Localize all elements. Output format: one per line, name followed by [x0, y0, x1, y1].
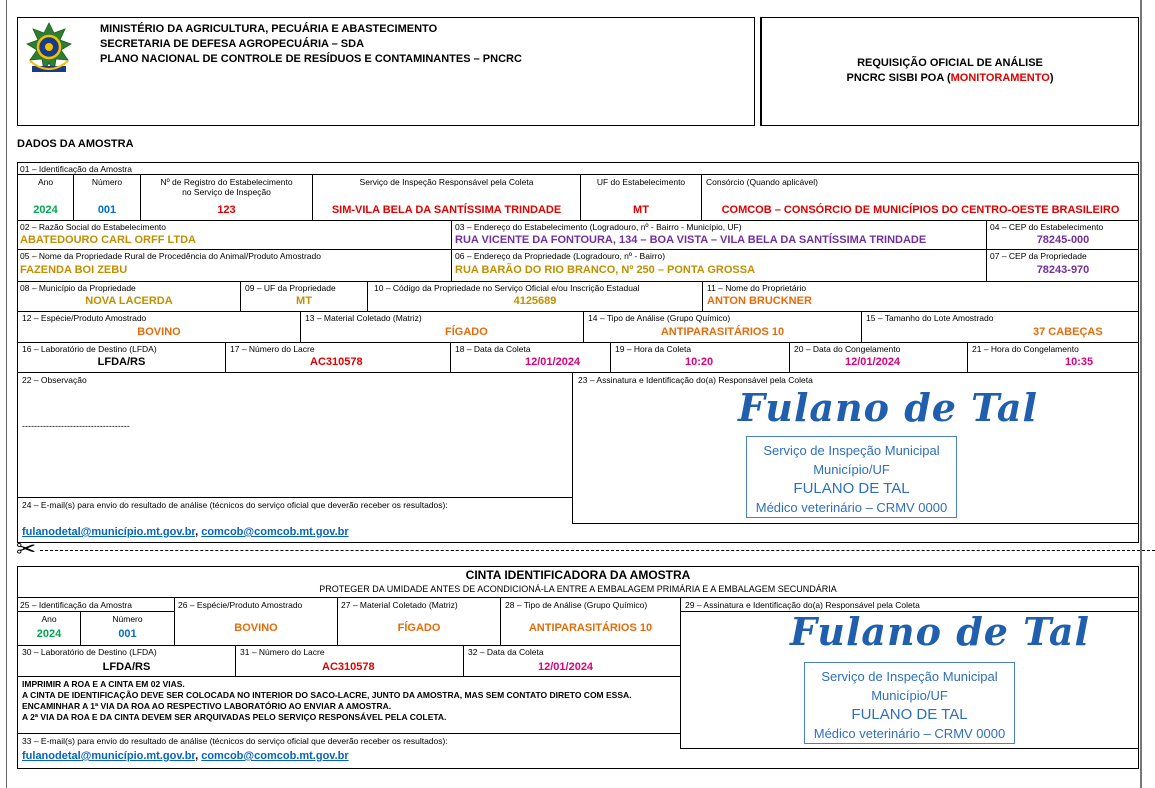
f32-label: 32 – Data da Coleta [468, 647, 544, 657]
f33-email1-link[interactable]: fulanodetal@município.mt.gov.br [22, 750, 196, 762]
f02-value[interactable]: ABATEDOURO CARL ORFF LTDA [20, 234, 196, 246]
f24-label: 24 – E-mail(s) para envio do resultado de análise (técnicos do serviço oficial que deverão receber os resultados): [22, 500, 448, 510]
f06-value[interactable]: RUA BARÃO DO RIO BRANCO, Nº 250 – PONTA GROSSA [455, 264, 756, 276]
section-title: DADOS DA AMOSTRA [17, 138, 134, 150]
f25-label: 25 – Identificação da Amostra [20, 600, 132, 610]
f09-label: 09 – UF da Propriedade [245, 283, 336, 293]
cinta-title: CINTA IDENTIFICADORA DA AMOSTRA [465, 568, 691, 582]
f32-value[interactable]: 12/01/2024 [538, 661, 594, 673]
f01-uf-label: UF do Estabelecimento [596, 177, 686, 187]
f20-value[interactable]: 12/01/2024 [845, 356, 901, 368]
scissors-icon: ✂ [16, 535, 37, 563]
f01-uf[interactable]: MT [633, 204, 649, 216]
f24-emails: fulanodetal@município.mt.gov.br, comcob@comcob.mt.gov.br [22, 526, 349, 538]
f20-label: 20 – Data do Congelamento [794, 344, 901, 354]
f01-ano-label: Ano [37, 177, 54, 187]
f19-value[interactable]: 10:20 [685, 356, 714, 368]
cinta-notes: IMPRIMIR A ROA E A CINTA EM 02 VIAS. A CINTA DE IDENTIFICAÇÃO DEVE SER COLOCADA NO INTERIOR DO SACO-LACRE, JUNTO DA AMOSTRA, MAS SEM CONTATO DIRETO COM ESSA. ENCAMINHAR A 1ª VIA DA ROA AO RESPECTIVO LABORATÓRIO AO ENVIAR A AMOSTRA. A 2ª VIA DA ROA E DA CINTA DEVEM SER ARQUIVADAS PELO SERVIÇO RESPONSÁVEL PELA COLETA. [22, 679, 632, 722]
f01-ano[interactable]: 2024 [33, 204, 58, 216]
f33-label: 33 – E-mail(s) para envio do resultado de análise (técnicos do serviço oficial que deverão receber os resultados): [22, 736, 448, 746]
title-line2: PNCRC SISBI POA (MONITORAMENTO) [846, 72, 1054, 84]
f28-label: 28 – Tipo de Análise (Grupo Químico) [505, 600, 648, 610]
f30-value[interactable]: LFDA/RS [102, 661, 151, 673]
f01-label: 01 – Identificação da Amostra [20, 164, 132, 174]
f17-label: 17 – Número do Lacre [230, 344, 315, 354]
f01-servico[interactable]: SIM-VILA BELA DA SANTÍSSIMA TRINDADE [331, 204, 562, 216]
f08-label: 08 – Município da Propriedade [20, 283, 136, 293]
f10-value[interactable]: 4125689 [513, 295, 557, 307]
f12-label: 12 – Espécie/Produto Amostrado [22, 313, 147, 323]
f33-emails: fulanodetal@município.mt.gov.br, comcob@comcob.mt.gov.br [22, 750, 349, 762]
f25-ano-label: Ano [41, 614, 57, 624]
f03-label: 03 – Endereço do Estabelecimento (Logradouro, nº - Bairro - Município, UF) [455, 222, 742, 232]
f26-value[interactable]: BOVINO [234, 622, 278, 634]
f21-label: 21 – Hora do Congelamento [972, 344, 1079, 354]
title-line1: REQUISIÇÃO OFICIAL DE ANÁLISE [857, 57, 1043, 69]
f05-value[interactable]: FAZENDA BOI ZEBU [20, 264, 128, 276]
f22-label: 22 – Observação [22, 375, 87, 385]
f15-value[interactable]: 37 CABEÇAS [1033, 326, 1103, 338]
cinta-subtitle: PROTEGER DA UMIDADE ANTES DE ACONDICIONÁ-LA ENTRE A EMBALAGEM PRIMÁRIA E A EMBALAGEM SECUNDÁRIA [319, 584, 837, 594]
page-left-border [6, 0, 7, 788]
f16-label: 16 – Laboratório de Destino (LFDA) [22, 344, 157, 354]
f31-value[interactable]: AC310578 [322, 661, 375, 673]
signature-1: Fulano de Tal [738, 385, 1038, 430]
f27-label: 27 – Material Coletado (Matriz) [341, 600, 458, 610]
f13-label: 13 – Material Coletado (Matriz) [305, 313, 422, 323]
f15-label: 15 – Tamanho do Lote Amostrado [866, 313, 994, 323]
f31-label: 31 – Número do Lacre [240, 647, 325, 657]
header-line2: SECRETARIA DE DEFESA AGROPECUÁRIA – SDA [100, 38, 365, 50]
f01-registro[interactable]: 123 [217, 204, 236, 216]
f18-value[interactable]: 12/01/2024 [525, 356, 581, 368]
f04-value[interactable]: 78245-000 [1036, 234, 1090, 246]
f24-email2-link[interactable]: comcob@comcob.mt.gov.br [201, 526, 349, 538]
f25-ano[interactable]: 2024 [36, 628, 62, 640]
header-institution [100, 22, 522, 67]
header-line3: PLANO NACIONAL DE CONTROLE DE RESÍDUOS E CONTAMINANTES – PNCRC [100, 53, 522, 65]
f01-consorcio[interactable]: COMCOB – CONSÓRCIO DE MUNICÍPIOS DO CENTRO-OESTE BRASILEIRO [721, 204, 1120, 216]
f29-label: 29 – Assinatura e Identificação do(a) Responsável pela Coleta [685, 600, 920, 610]
f18-label: 18 – Data da Coleta [455, 344, 531, 354]
brasao-emblem-icon [24, 21, 74, 77]
f07-label: 07 – CEP da Propriedade [990, 251, 1087, 261]
page-right-border [1140, 0, 1142, 788]
f11-label: 11 – Nome do Proprietário [707, 283, 807, 293]
f10-label: 10 – Código da Propriedade no Serviço Oficial e/ou Inscrição Estadual [374, 283, 640, 293]
f17-value[interactable]: AC310578 [310, 356, 363, 368]
f30-label: 30 – Laboratório de Destino (LFDA) [22, 647, 157, 657]
f01-numero-label: Número [91, 177, 123, 187]
cut-line [40, 550, 1155, 551]
f28-value[interactable]: ANTIPARASITÁRIOS 10 [528, 622, 653, 634]
f01-numero[interactable]: 001 [97, 204, 117, 216]
f12-value[interactable]: BOVINO [137, 326, 181, 338]
f01-servico-label: Serviço de Inspeção Responsável pela Coleta [359, 177, 534, 187]
f03-value[interactable]: RUA VICENTE DA FONTOURA, 134 – BOA VISTA – VILA BELA DA SANTÍSSIMA TRINDADE [455, 234, 927, 246]
f05-label: 05 – Nome da Propriedade Rural de Procedência do Animal/Produto Amostrado [20, 251, 321, 261]
f26-label: 26 – Espécie/Produto Amostrado [178, 600, 303, 610]
f13-value[interactable]: FÍGADO [445, 326, 488, 338]
f19-label: 19 – Hora da Coleta [615, 344, 692, 354]
f06-label: 06 – Endereço da Propriedade (Logradouro, nº - Bairro) [455, 251, 666, 261]
f09-value[interactable]: MT [296, 295, 312, 307]
f08-value[interactable]: NOVA LACERDA [85, 295, 173, 307]
f14-label: 14 – Tipo de Análise (Grupo Químico) [588, 313, 731, 323]
f01-registro-label: Nº de Registro do Estabelecimento no Serviço de Inspeção [160, 177, 293, 197]
f22-observation[interactable]: ------------------------------------ [22, 421, 130, 431]
f33-email2-link[interactable]: comcob@comcob.mt.gov.br [201, 750, 349, 762]
f25-numero-label: Número [112, 614, 143, 624]
f01-consorcio-label: Consórcio (Quando aplicável) [706, 177, 818, 187]
f24-email1-link[interactable]: fulanodetal@município.mt.gov.br [22, 526, 196, 538]
monitoramento-highlight: MONITORAMENTO [950, 72, 1050, 84]
signature-2: Fulano de Tal [790, 609, 1090, 654]
f04-label: 04 – CEP do Estabelecimento [990, 222, 1104, 232]
f27-value[interactable]: FÍGADO [397, 622, 441, 634]
f14-value[interactable]: ANTIPARASITÁRIOS 10 [660, 326, 785, 338]
f21-value[interactable]: 10:35 [1065, 356, 1094, 368]
header-line1: MINISTÉRIO DA AGRICULTURA, PECUÁRIA E ABASTECIMENTO [100, 23, 438, 35]
stamp-2: Serviço de Inspeção Municipal Município/UF FULANO DE TAL Médico veterinário – CRMV 0000 [804, 662, 1015, 744]
f02-label: 02 – Razão Social do Estabelecimento [20, 222, 167, 232]
f11-value[interactable]: ANTON BRUCKNER [707, 295, 812, 307]
f23-label: 23 – Assinatura e Identificação do(a) Responsável pela Coleta [578, 375, 813, 385]
stamp-1: Serviço de Inspeção Municipal Município/UF FULANO DE TAL Médico veterinário – CRMV 0000 [746, 436, 957, 518]
document-title [762, 56, 1138, 86]
f07-value[interactable]: 78243-970 [1036, 264, 1090, 276]
f25-numero[interactable]: 001 [118, 628, 137, 640]
f16-value[interactable]: LFDA/RS [97, 356, 146, 368]
